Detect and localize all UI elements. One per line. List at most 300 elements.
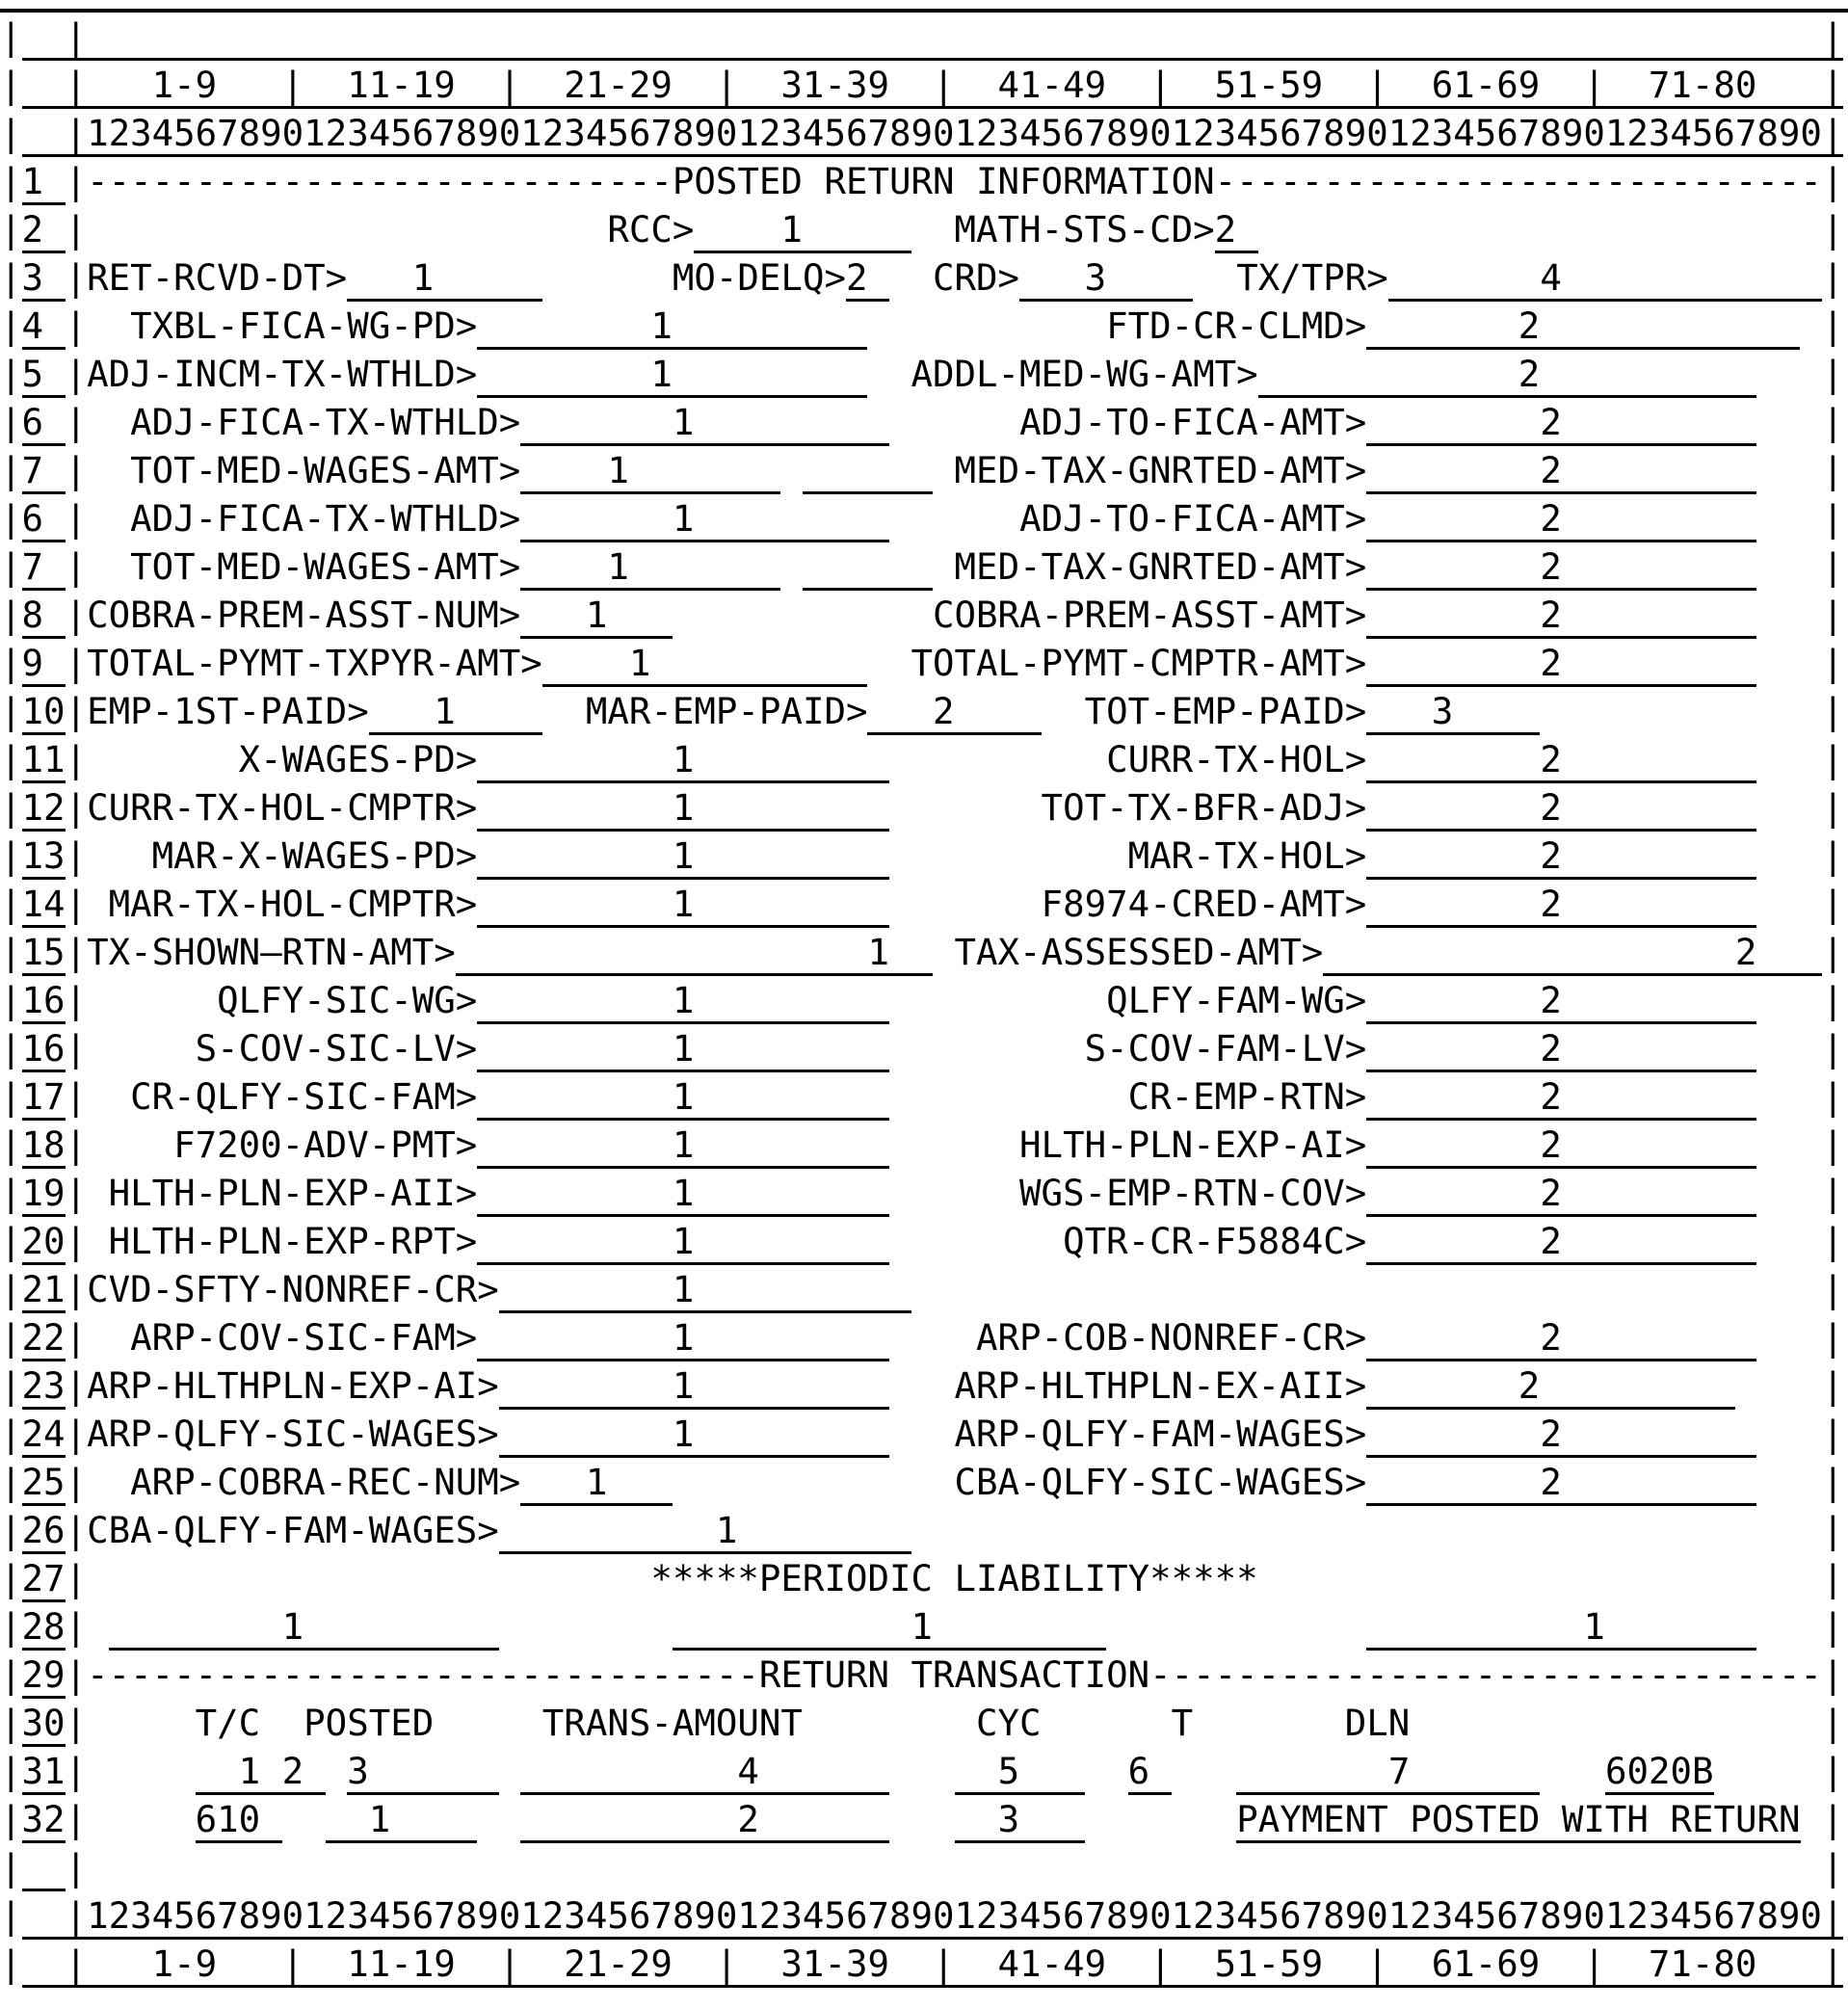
left-border-pipe: |: [0, 883, 22, 925]
text-run: [780, 449, 803, 491]
pad-spaces: [1258, 1557, 1822, 1599]
text-run: [889, 1798, 955, 1840]
row-number: 16: [22, 1027, 66, 1072]
row-number: 11: [22, 738, 66, 783]
text-run: CURR-TX-HOL-CMPTR>: [87, 786, 478, 829]
row-number: [22, 112, 66, 154]
field-underline: 4: [1388, 256, 1822, 302]
field-underline: 2: [1366, 1172, 1756, 1217]
field-underline: 5: [955, 1750, 1085, 1795]
row-content: [22, 1653, 1844, 1699]
field-underline: 1: [477, 979, 889, 1024]
row-number: 18: [22, 1123, 66, 1169]
field-underline: 1: [520, 401, 889, 446]
text-run: 1-9 | 11-19 | 21-29 | 31-39 | 41-49 | 51-59 | 61-69 | 71-80: [87, 64, 1801, 106]
row-content: [22, 1942, 1844, 1988]
field-underline: 1: [542, 642, 868, 687]
text-run: [499, 1750, 521, 1792]
grid-row-12: [0, 783, 1848, 832]
field-underline: 2: [1215, 208, 1258, 253]
field-underline: 1: [694, 208, 911, 253]
grid-row-18: [0, 1121, 1848, 1169]
right-border-pipe: |: [1822, 1798, 1844, 1840]
text-run: ARP-COB-NONREF-CR>: [888, 1316, 1367, 1359]
left-border-pipe: |: [0, 1220, 22, 1262]
left-border-pipe: |: [0, 304, 22, 347]
text-run: S-COV-FAM-LV>: [888, 1027, 1367, 1070]
row-content: [22, 256, 1844, 302]
left-border-pipe: |: [0, 256, 22, 299]
cell-border-pipe: |: [65, 1605, 88, 1648]
pad-spaces: [1756, 353, 1822, 395]
left-border-pipe: |: [0, 1123, 22, 1166]
text-run: T/C POSTED TRANS-AMOUNT CYC T DLN: [87, 1702, 1411, 1744]
row-content: [22, 883, 1844, 928]
right-border-pipe: |: [1821, 786, 1844, 829]
text-run: ---------------------------POSTED RETURN INFORMATION----------------------------: [87, 160, 1822, 202]
row-number: 7: [22, 545, 66, 591]
pad-spaces: [1540, 690, 1822, 732]
text-run: [1085, 1798, 1237, 1840]
cell-border-pipe: |: [65, 1172, 88, 1214]
row-number: [22, 15, 66, 58]
field-underline: 1: [477, 1220, 889, 1265]
row-number: 14: [22, 883, 66, 928]
row-number: 3: [22, 256, 66, 302]
right-border-pipe: |: [1821, 1364, 1844, 1407]
row-content: [22, 160, 1844, 205]
left-border-pipe: |: [0, 1798, 22, 1840]
cell-border-pipe: |: [65, 112, 88, 154]
text-run: 12345678901234567890123456789012345678901234567890123456789012345678901234567890: [87, 112, 1822, 154]
grid-row-10: [0, 687, 1848, 735]
row-content: [22, 1846, 1844, 1891]
pad-spaces: [1756, 1123, 1822, 1166]
left-border-pipe: |: [0, 1509, 22, 1551]
field-underline: 1: [520, 545, 780, 591]
text-run: [326, 1750, 348, 1792]
field-underline: 1: [477, 1172, 889, 1217]
pad-spaces: [1756, 1413, 1822, 1455]
text-run: ADJ-FICA-TX-WTHLD>: [87, 497, 521, 540]
field-underline: 1: [477, 1075, 889, 1121]
row-number: 10: [22, 690, 66, 735]
left-border-pipe: |: [0, 449, 22, 491]
right-border-pipe: |: [1822, 449, 1844, 491]
left-border-pipe: |: [0, 1268, 22, 1310]
left-border-pipe: |: [0, 931, 22, 973]
text-run: TOT-EMP-PAID>: [1041, 690, 1367, 732]
field-underline: 2: [1366, 834, 1756, 880]
right-border-pipe: |: [1821, 1653, 1844, 1696]
pad-spaces: [1756, 1172, 1822, 1214]
cell-border-pipe: |: [65, 208, 88, 251]
cell-border-pipe: |: [65, 738, 88, 780]
left-border-pipe: |: [0, 1894, 22, 1937]
row-content: [22, 64, 1844, 109]
grid-row-21: [0, 1265, 1848, 1313]
cell-border-pipe: |: [65, 1798, 88, 1840]
text-run: 1-9 | 11-19 | 21-29 | 31-39 | 41-49 | 51-59 | 61-69 | 71-80: [87, 1942, 1801, 1985]
field-underline: 2: [1258, 353, 1757, 398]
field-underline: 2: [1366, 304, 1800, 350]
text-run: TOT-MED-WAGES-AMT>: [87, 545, 521, 588]
field-underline: 2: [1366, 1364, 1735, 1410]
field-underline: 6: [1128, 1750, 1172, 1795]
pad-spaces: [1756, 834, 1822, 877]
left-border-pipe: |: [0, 64, 22, 106]
field-underline: PAYMENT POSTED WITH RETURN: [1236, 1798, 1800, 1843]
left-border-pipe: |: [0, 208, 22, 251]
grid-row-28: [0, 1602, 1848, 1651]
field-underline: 2: [1366, 1027, 1756, 1072]
pad-spaces: [1756, 1220, 1822, 1262]
row-content: [22, 449, 1844, 494]
right-border-pipe: |: [1821, 834, 1844, 877]
left-border-pipe: |: [0, 1942, 22, 1985]
cell-border-pipe: |: [65, 353, 88, 395]
grid-row-23: [0, 1361, 1848, 1410]
row-number: 19: [22, 1172, 66, 1217]
right-border-pipe: |: [1821, 594, 1844, 636]
field-underline: 610: [196, 1798, 282, 1843]
row-content: [22, 786, 1844, 832]
row-content: [22, 642, 1844, 687]
text-run: X-WAGES-PD>: [87, 738, 478, 780]
right-border-pipe: |: [1821, 1123, 1844, 1166]
pad-spaces: [1756, 545, 1822, 588]
field-underline: 1: [326, 1798, 478, 1843]
left-border-pipe: |: [0, 545, 22, 588]
text-run: ADJ-FICA-TX-WTHLD>: [87, 401, 521, 443]
pad-spaces: [1756, 883, 1822, 925]
text-run: CURR-TX-HOL>: [888, 738, 1367, 780]
field-underline: 1: [477, 738, 889, 783]
left-border-pipe: |: [0, 1172, 22, 1214]
grid-row-2: [0, 109, 1848, 157]
field-underline: 3: [347, 1750, 499, 1795]
row-number: 6: [22, 401, 66, 446]
grid-row-9: [0, 639, 1848, 687]
row-content: [22, 690, 1844, 735]
row-content: [22, 594, 1844, 639]
field-underline: 2: [1366, 883, 1756, 928]
field-underline: 4: [520, 1750, 889, 1795]
row-number: 5: [22, 353, 66, 398]
right-border-pipe: |: [1821, 112, 1844, 154]
row-number: [22, 64, 66, 106]
row-number: 31: [22, 1750, 66, 1795]
row-content: [22, 1605, 1844, 1651]
text-run: HLTH-PLN-EXP-AII>: [87, 1172, 478, 1214]
text-run: CRD>: [889, 256, 1020, 299]
left-border-pipe: |: [0, 1364, 22, 1407]
left-border-pipe: |: [0, 353, 22, 395]
right-border-pipe: |: [1821, 642, 1844, 684]
text-run: ARP-HLTHPLN-EXP-AI>: [87, 1364, 499, 1407]
field-underline: 1: [520, 1461, 673, 1506]
text-run: TXBL-FICA-WG-PD>: [87, 304, 478, 347]
row-number: [22, 1942, 66, 1985]
row-content: [22, 1413, 1844, 1458]
cell-border-pipe: |: [65, 1653, 88, 1696]
text-run: ADJ-INCM-TX-WTHLD>: [87, 353, 478, 395]
field-underline: 1: [347, 256, 542, 302]
left-border-pipe: |: [0, 401, 22, 443]
text-run: QLFY-SIC-WG>: [87, 979, 478, 1021]
grid-row-15: [0, 928, 1848, 976]
right-border-pipe: |: [1822, 256, 1844, 299]
row-content: [22, 931, 1844, 976]
text-run: MATH-STS-CD>: [911, 208, 1215, 251]
row-content: [22, 545, 1844, 591]
text-run: [499, 1605, 673, 1648]
field-underline: 2: [867, 690, 1041, 735]
grid-row-29: [0, 1651, 1848, 1699]
row-content: [22, 1750, 1844, 1795]
field-underline: 1: [499, 1509, 911, 1554]
right-border-pipe: |: [1821, 1268, 1844, 1310]
text-run: TX-SHOWN—RTN-AMT>: [87, 931, 456, 973]
text-run: TOTAL-PYMT-TXPYR-AMT>: [87, 642, 542, 684]
right-border-pipe: |: [1821, 160, 1844, 202]
row-content: [22, 1075, 1844, 1121]
text-run: ADJ-TO-FICA-AMT>: [889, 401, 1367, 443]
text-run: TOT-TX-BFR-ADJ>: [888, 786, 1367, 829]
row-number: 26: [22, 1509, 66, 1554]
row-content: [22, 15, 1844, 61]
grid-row-1: [0, 61, 1848, 109]
text-run: COBRA-PREM-ASST-NUM>: [87, 594, 521, 636]
cell-border-pipe: |: [65, 786, 88, 829]
right-border-pipe: |: [1821, 1316, 1844, 1359]
text-run: ARP-HLTHPLN-EX-AII>: [888, 1364, 1367, 1407]
right-border-pipe: |: [1821, 64, 1844, 106]
text-run: MAR-TX-HOL>: [888, 834, 1367, 877]
cell-border-pipe: |: [65, 1075, 88, 1118]
row-content: [22, 1894, 1844, 1940]
pad-spaces: [1756, 979, 1822, 1021]
text-run: CBA-QLFY-FAM-WAGES>: [87, 1509, 499, 1551]
text-run: TOTAL-PYMT-CMPTR-AMT>: [867, 642, 1367, 684]
row-content: [22, 1123, 1844, 1169]
right-border-pipe: |: [1821, 1413, 1844, 1455]
row-number: 28: [22, 1605, 66, 1651]
text-run: ADDL-MED-WG-AMT>: [867, 353, 1258, 395]
grid-row-38: [0, 1843, 1848, 1891]
grid-row-0: [0, 13, 1848, 61]
field-underline: 1: [477, 353, 867, 398]
row-number: 22: [22, 1316, 66, 1361]
field-underline: 3: [1366, 690, 1540, 735]
grid-row-20: [0, 1217, 1848, 1265]
field-underline: 2: [1366, 979, 1756, 1024]
field-underline: 2: [1366, 545, 1756, 591]
grid-row-11: [0, 735, 1848, 783]
cell-border-pipe: |: [65, 15, 88, 58]
grid-row-14: [0, 880, 1848, 928]
grid-row-40: [0, 1940, 1848, 1988]
grid-row-16: [0, 1024, 1848, 1072]
left-border-pipe: |: [0, 1413, 22, 1455]
cell-border-pipe: |: [65, 1413, 88, 1455]
field-underline: 1: [477, 1027, 889, 1072]
row-content: [22, 112, 1844, 157]
field-underline: 1: [499, 1364, 889, 1410]
row-content: [22, 497, 1844, 542]
pad-spaces: [911, 1268, 1822, 1310]
grid-row-26: [0, 1506, 1848, 1554]
field-underline: 3: [955, 1798, 1085, 1843]
grid-row-16: [0, 976, 1848, 1024]
cell-border-pipe: |: [65, 594, 88, 636]
right-border-pipe: |: [1821, 304, 1844, 347]
text-run: 12345678901234567890123456789012345678901234567890123456789012345678901234567890: [87, 1894, 1822, 1937]
row-number: 13: [22, 834, 66, 880]
field-underline: 3: [1019, 256, 1193, 302]
right-border-pipe: |: [1821, 738, 1844, 780]
text-run: [87, 1605, 109, 1648]
pad-spaces: [1714, 1750, 1823, 1792]
left-border-pipe: |: [0, 594, 22, 636]
right-border-pipe: |: [1822, 497, 1844, 540]
cell-border-pipe: |: [65, 883, 88, 925]
row-number: 1: [22, 160, 66, 205]
grid-row-32: [0, 1795, 1848, 1843]
right-border-pipe: |: [1821, 979, 1844, 1021]
field-underline: 2: [1323, 931, 1822, 976]
row-content: [22, 1220, 1844, 1265]
field-underline: 1: [477, 1123, 889, 1169]
cell-border-pipe: |: [65, 1220, 88, 1262]
row-number: 25: [22, 1461, 66, 1506]
grid-row-30: [0, 1699, 1848, 1747]
row-number: 9: [22, 642, 66, 687]
text-run: [282, 1798, 326, 1840]
grid-row-39: [0, 1891, 1848, 1940]
cell-border-pipe: |: [65, 1123, 88, 1166]
row-number: 20: [22, 1220, 66, 1265]
right-border-pipe: |: [1821, 15, 1844, 58]
text-run: FTD-CR-CLMD>: [867, 304, 1367, 347]
grid-row-5: [0, 350, 1848, 398]
grid-row-7: [0, 542, 1848, 591]
row-content: [22, 1461, 1844, 1506]
right-border-pipe: |: [1821, 883, 1844, 925]
text-run: MED-TAX-GNRTED-AMT>: [933, 449, 1367, 491]
pad-spaces: [1756, 1605, 1822, 1648]
field-underline: 2: [1366, 642, 1756, 687]
text-run: [780, 545, 803, 588]
right-border-pipe: |: [1822, 1750, 1844, 1792]
text-run: RET-RCVD-DT>: [87, 256, 348, 299]
row-number: 8: [22, 594, 66, 639]
grid-row-27: [0, 1554, 1848, 1602]
row-content: [22, 1557, 1844, 1602]
right-border-pipe: |: [1821, 1942, 1844, 1985]
row-number: 29: [22, 1653, 66, 1699]
right-border-pipe: |: [1821, 1075, 1844, 1118]
text-run: MED-TAX-GNRTED-AMT>: [933, 545, 1367, 588]
field-underline: 2: [1366, 738, 1756, 783]
right-border-pipe: |: [1822, 545, 1844, 588]
cell-border-pipe: |: [65, 1894, 88, 1937]
field-underline: 1: [369, 690, 542, 735]
cell-border-pipe: |: [65, 1364, 88, 1407]
text-run: ARP-QLFY-SIC-WAGES>: [87, 1413, 499, 1455]
field-underline: 2: [1366, 449, 1756, 494]
text-run: CBA-QLFY-SIC-WAGES>: [672, 1461, 1367, 1503]
text-run: -------------------------------RETURN TRANSACTION-------------------------------: [87, 1653, 1822, 1696]
row-number: 6: [22, 497, 66, 542]
left-border-pipe: |: [0, 738, 22, 780]
left-border-pipe: |: [0, 1750, 22, 1792]
cell-border-pipe: |: [65, 497, 88, 540]
field-underline: 1: [520, 594, 673, 639]
right-border-pipe: |: [1821, 1702, 1844, 1744]
pad-spaces: [1756, 497, 1822, 540]
pad-spaces: [87, 15, 1822, 58]
cell-border-pipe: |: [65, 1509, 88, 1551]
right-border-pipe: |: [1821, 1461, 1844, 1503]
right-border-pipe: |: [1821, 353, 1844, 395]
pad-spaces: [1258, 208, 1822, 251]
pad-spaces: [1800, 1942, 1822, 1985]
pad-spaces: [1410, 1702, 1822, 1744]
grid-row-13: [0, 832, 1848, 880]
field-underline: 1: [456, 931, 933, 976]
text-run: ARP-COV-SIC-FAM>: [87, 1316, 478, 1359]
pad-spaces: [911, 1509, 1822, 1551]
row-content: [22, 1172, 1844, 1217]
pad-spaces: [1756, 786, 1822, 829]
pad-spaces: [1756, 1461, 1822, 1503]
left-border-pipe: |: [0, 1027, 22, 1070]
grid-row-25: [0, 1458, 1848, 1506]
text-run: MAR-TX-HOL-CMPTR>: [87, 883, 478, 925]
cell-border-pipe: |: [65, 1702, 88, 1744]
text-run: [1172, 1750, 1237, 1792]
text-run: TAX-ASSESSED-AMT>: [933, 931, 1324, 973]
pad-spaces: [1756, 738, 1822, 780]
field-underline: 1: [109, 1605, 499, 1651]
field-underline: 1: [477, 834, 889, 880]
right-border-pipe: |: [1821, 208, 1844, 251]
field-underline: 2: [1366, 401, 1756, 446]
field-underline: 2: [1366, 786, 1756, 832]
row-number: 24: [22, 1413, 66, 1458]
cell-border-pipe: |: [65, 931, 88, 973]
right-border-pipe: |: [1821, 1509, 1844, 1551]
row-number: 21: [22, 1268, 66, 1313]
text-run: ARP-QLFY-FAM-WAGES>: [888, 1413, 1367, 1455]
cell-border-pipe: |: [65, 160, 88, 202]
row-content: [22, 1509, 1844, 1554]
field-underline: 2: [846, 256, 889, 302]
right-border-pipe: |: [1821, 1027, 1844, 1070]
left-border-pipe: |: [0, 690, 22, 732]
text-run: TOT-MED-WAGES-AMT>: [87, 449, 521, 491]
row-content: [22, 979, 1844, 1024]
pad-spaces: [1735, 1364, 1822, 1407]
left-border-pipe: |: [0, 1702, 22, 1744]
right-border-pipe: |: [1822, 401, 1844, 443]
cell-border-pipe: |: [65, 690, 88, 732]
field-underline: 1: [1366, 1605, 1756, 1651]
cell-border-pipe: |: [65, 642, 88, 684]
field-underline: 1: [477, 883, 889, 928]
text-run: [1540, 1750, 1605, 1792]
